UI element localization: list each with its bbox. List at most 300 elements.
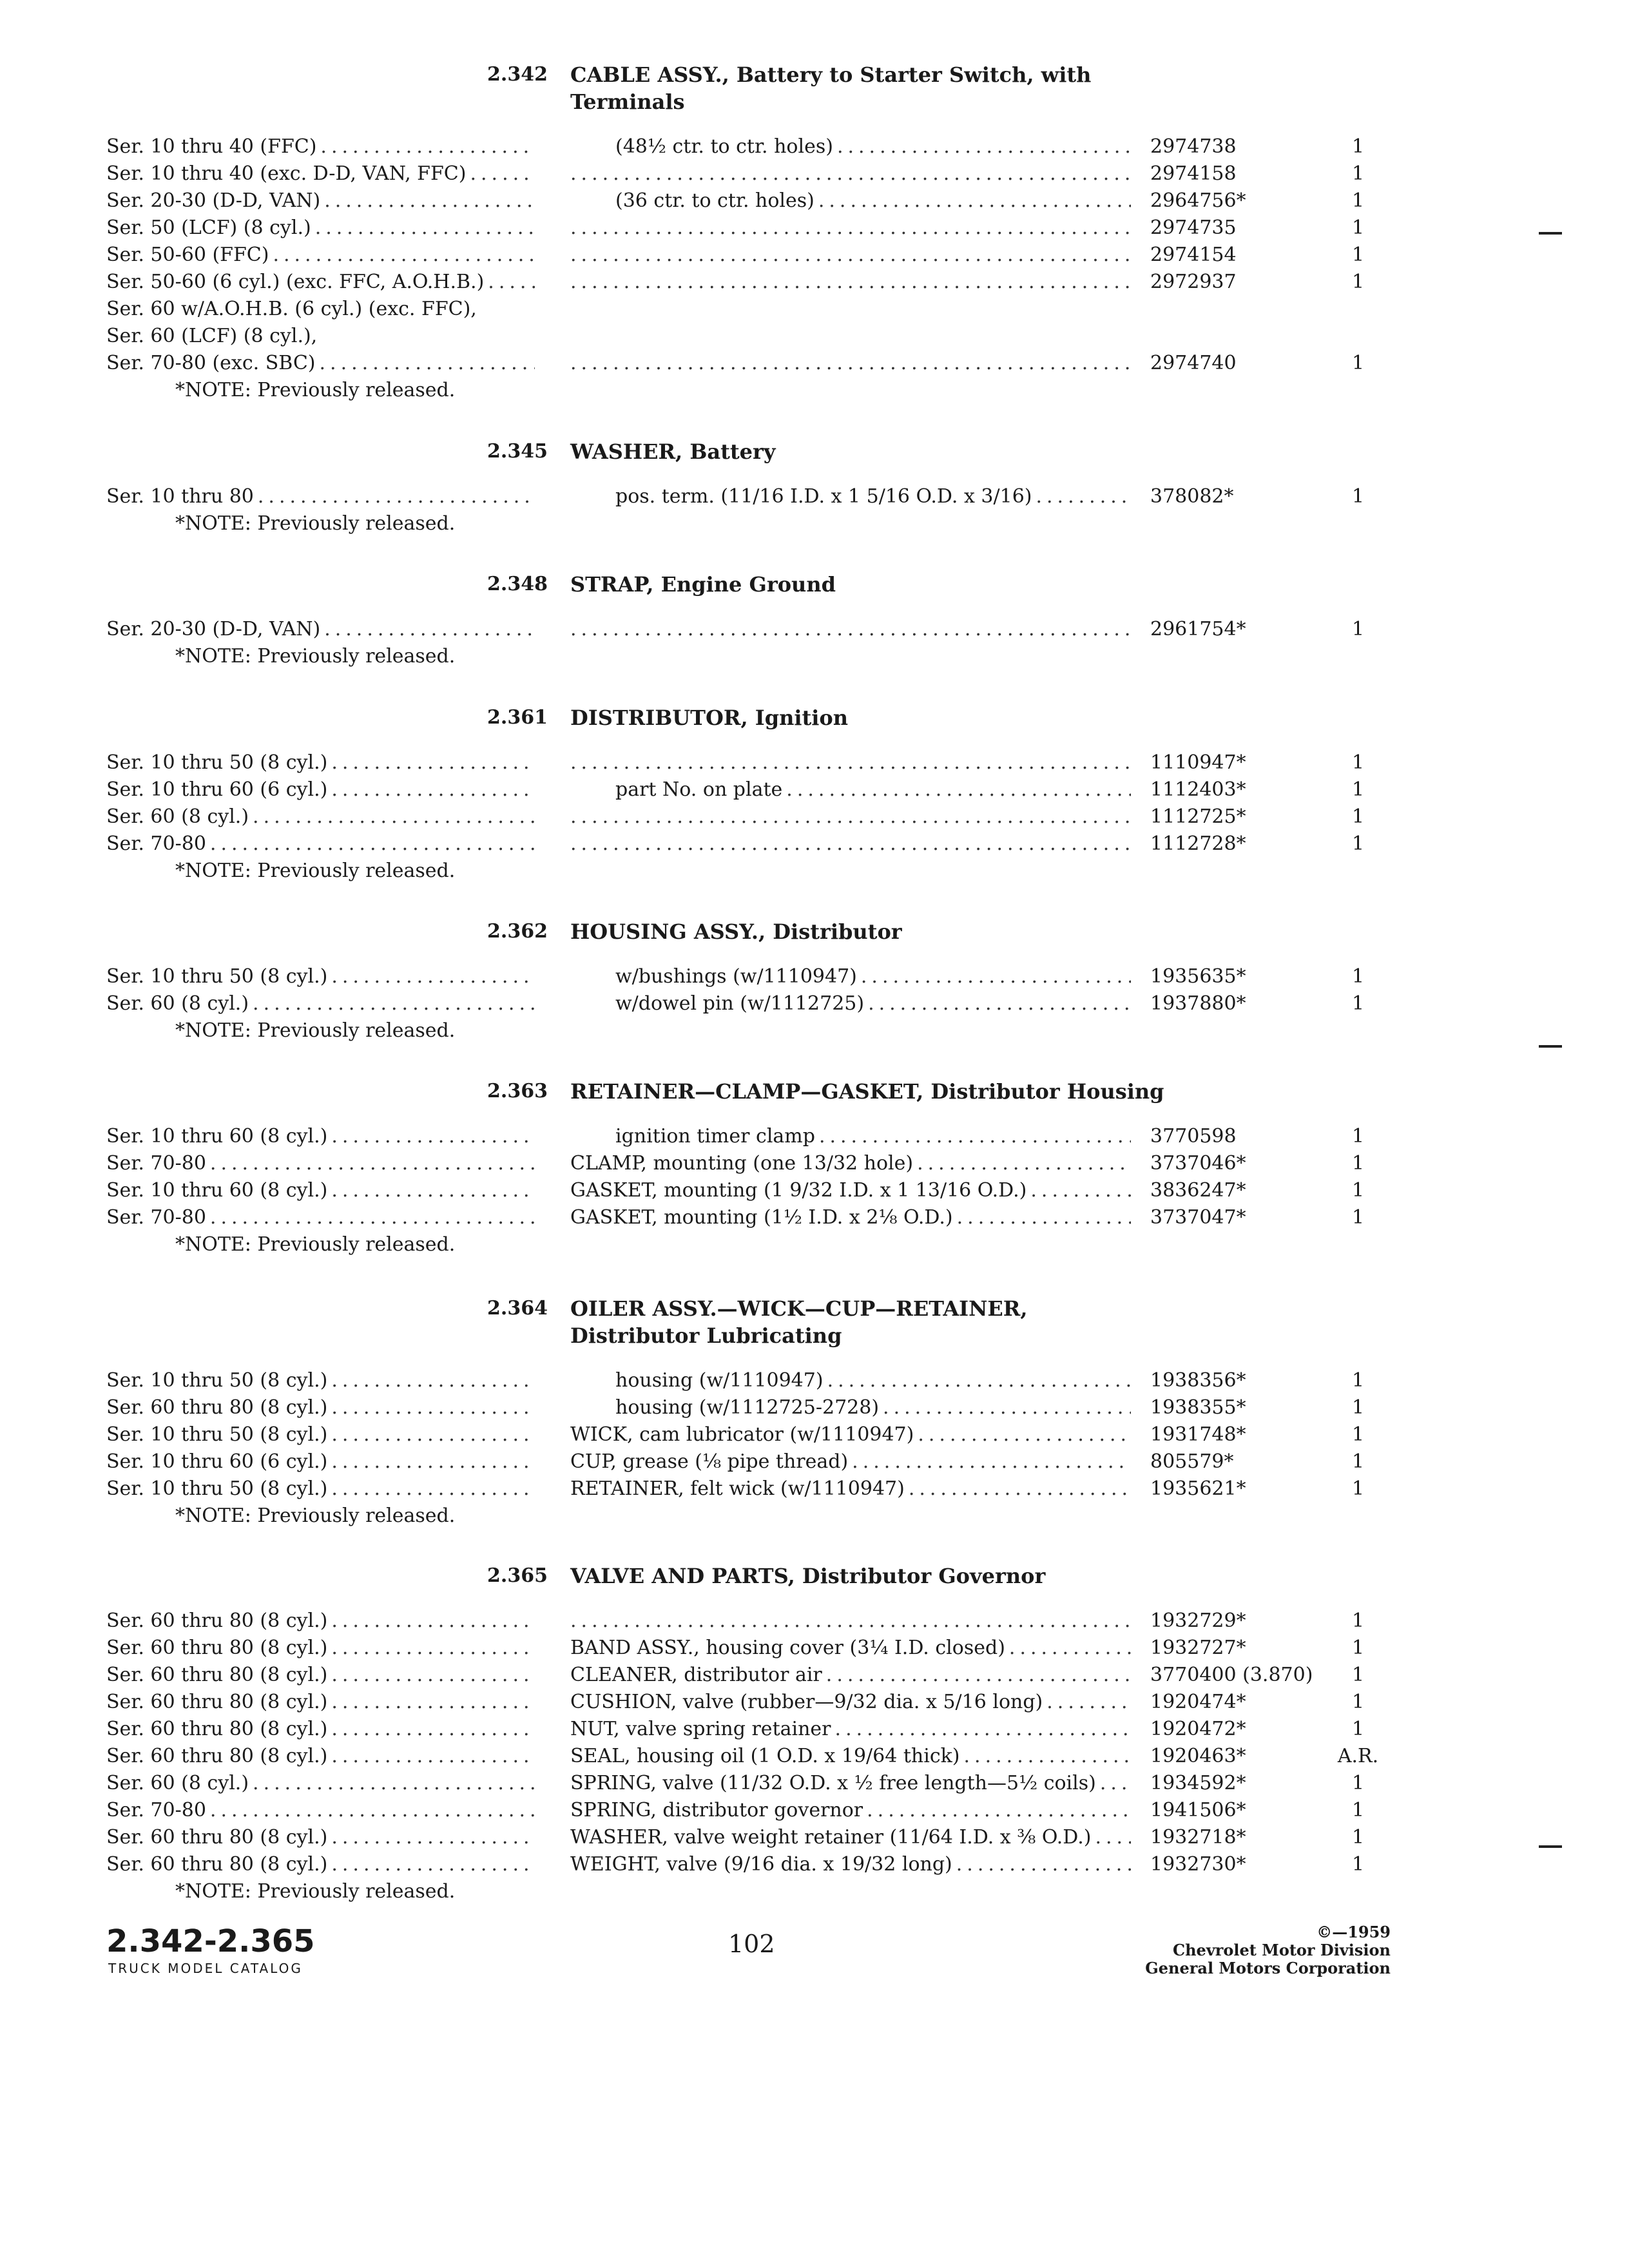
- part-row: [0, 831, 1629, 858]
- series-text: Ser. 10 thru 50 (8 cyl.): [106, 965, 328, 988]
- series-text: Ser. 20-30 (D-D, VAN): [106, 189, 321, 212]
- description-cell: [570, 1367, 1131, 1394]
- part-row: [0, 1204, 1629, 1231]
- section-title: OILER ASSY.—WICK—CUP—RETAINER, Distributor Lubricating: [570, 1296, 1028, 1348]
- parts-list: [0, 1608, 1629, 1878]
- series-cell: [106, 1177, 535, 1204]
- part-row: [0, 990, 1629, 1017]
- series-text: Ser. 10 thru 60 (8 cyl.): [106, 1179, 328, 1202]
- series-cell: [106, 1123, 535, 1150]
- part-number: 3836247*: [1150, 1179, 1246, 1202]
- dot-leader: [331, 1851, 535, 1878]
- series-cell: [106, 1824, 535, 1851]
- series-text: Ser. 70-80: [106, 1206, 206, 1229]
- description-cell: [570, 776, 1131, 803]
- section-heading: [0, 1078, 1629, 1110]
- description-cell: [570, 803, 1131, 831]
- dot-leader: [957, 1204, 1131, 1231]
- part-number: 1934592*: [1150, 1772, 1246, 1794]
- margin-mark: [1539, 232, 1562, 235]
- dot-leader: [917, 1150, 1131, 1177]
- dot-leader: [570, 215, 1131, 242]
- dot-leader: [835, 1716, 1131, 1743]
- description-cell: [570, 1770, 1131, 1797]
- description-text: CUSHION, valve (rubber—9/32 dia. x 5/16 long): [570, 1691, 1043, 1713]
- dot-leader: [1036, 483, 1131, 510]
- dot-leader: [253, 990, 535, 1017]
- part-row: [0, 776, 1629, 803]
- description-text: WICK, cam lubricator (w/1110947): [570, 1423, 914, 1446]
- dot-leader: [331, 1475, 535, 1503]
- description-text: CLEANER, distributor air: [570, 1664, 822, 1686]
- description-text: WASHER, valve weight retainer (11/64 I.D. x ⅜ O.D.): [570, 1826, 1092, 1849]
- description-cell: [570, 963, 1131, 990]
- series-text: Ser. 10 thru 40 (FFC): [106, 135, 317, 158]
- dot-leader: [868, 990, 1131, 1017]
- series-cell: [106, 1851, 535, 1878]
- section-number: 2.365: [487, 1564, 548, 1587]
- series-cell: [106, 133, 535, 160]
- part-number: 1937880*: [1150, 992, 1246, 1015]
- series-text: Ser. 10 thru 50 (8 cyl.): [106, 1477, 328, 1500]
- section-title: RETAINER—CLAMP—GASKET, Distributor Housing: [570, 1079, 1164, 1104]
- section-heading: [0, 1295, 1629, 1354]
- quantity: 1: [1351, 485, 1365, 508]
- dot-leader: [320, 133, 535, 160]
- series-text: Ser. 70-80: [106, 832, 206, 855]
- part-row: [0, 1394, 1629, 1421]
- quantity: 1: [1351, 1826, 1365, 1849]
- quantity: 1: [1351, 1664, 1365, 1686]
- dot-leader: [331, 1716, 535, 1743]
- dot-leader: [331, 963, 535, 990]
- dot-leader: [837, 133, 1131, 160]
- series-cell: [106, 803, 535, 831]
- description-text: CUP, grease (⅛ pipe thread): [570, 1450, 849, 1473]
- description-cell: [570, 749, 1131, 776]
- note-text: *NOTE: Previously released.: [175, 645, 456, 668]
- description-text: CLAMP, mounting (one 13/32 hole): [570, 1152, 914, 1175]
- description-cell: [570, 1851, 1131, 1878]
- series-text: Ser. 60 w/A.O.H.B. (6 cyl.) (exc. FFC),: [106, 298, 477, 320]
- section-title: CABLE ASSY., Battery to Starter Switch, with Terminals: [570, 62, 1092, 114]
- part-number: 1110947*: [1150, 751, 1246, 774]
- part-row: [0, 1177, 1629, 1204]
- quantity: 1: [1351, 189, 1365, 212]
- dot-leader: [570, 803, 1131, 831]
- description-cell: [570, 1204, 1131, 1231]
- note-text: *NOTE: Previously released.: [175, 512, 456, 535]
- series-cell: [106, 616, 535, 643]
- part-number: 1112403*: [1150, 778, 1246, 801]
- series-text: Ser. 60 thru 80 (8 cyl.): [106, 1853, 328, 1876]
- dot-leader: [470, 160, 535, 187]
- series-text: Ser. 10 thru 50 (8 cyl.): [106, 1369, 328, 1392]
- description-cell: [570, 1635, 1131, 1662]
- parts-list: [0, 749, 1629, 858]
- series-cell: [106, 215, 535, 242]
- dot-leader: [570, 1608, 1131, 1635]
- series-text: Ser. 70-80 (exc. SBC): [106, 352, 316, 374]
- margin-mark: [1539, 1845, 1562, 1848]
- quantity: 1: [1351, 1450, 1365, 1473]
- dot-leader: [331, 1635, 535, 1662]
- quantity: 1: [1351, 1691, 1365, 1713]
- part-row: [0, 296, 1629, 323]
- quantity: 1: [1351, 1152, 1365, 1175]
- dot-leader: [570, 749, 1131, 776]
- part-row: [0, 269, 1629, 296]
- part-row: [0, 1635, 1629, 1662]
- quantity: 1: [1351, 1206, 1365, 1229]
- part-number: 1920472*: [1150, 1718, 1246, 1740]
- series-cell: [106, 1475, 535, 1503]
- quantity: A.R.: [1337, 1745, 1379, 1767]
- part-row: [0, 1475, 1629, 1503]
- dot-leader: [852, 1448, 1131, 1475]
- description-text: SEAL, housing oil (1 O.D. x 19/64 thick): [570, 1745, 960, 1767]
- dot-leader: [488, 269, 535, 296]
- catalog-section: [0, 571, 1629, 670]
- catalog-section: [0, 438, 1629, 537]
- description-cell: [570, 1177, 1131, 1204]
- dot-leader: [331, 1367, 535, 1394]
- series-text: Ser. 60 (8 cyl.): [106, 992, 249, 1015]
- series-cell: [106, 1770, 535, 1797]
- series-text: Ser. 60 (8 cyl.): [106, 805, 249, 828]
- dot-leader: [909, 1475, 1131, 1503]
- note-text: *NOTE: Previously released.: [175, 1504, 456, 1527]
- dot-leader: [324, 616, 535, 643]
- footer-catalog-name: TRUCK MODEL CATALOG: [108, 1961, 303, 1976]
- section-number: 2.364: [487, 1297, 548, 1320]
- part-number: 805579*: [1150, 1450, 1234, 1473]
- description-cell: [570, 483, 1131, 510]
- series-cell: [106, 1367, 535, 1394]
- division-line: Chevrolet Motor Division: [1173, 1941, 1391, 1959]
- quantity: 1: [1351, 1125, 1365, 1148]
- part-number: 1938356*: [1150, 1369, 1246, 1392]
- quantity: 1: [1351, 1772, 1365, 1794]
- dot-leader: [883, 1394, 1131, 1421]
- description-text: w/dowel pin (w/1112725): [615, 992, 865, 1015]
- part-number: 2964756*: [1150, 189, 1246, 212]
- series-cell: [106, 323, 535, 350]
- description-text: NUT, valve spring retainer: [570, 1718, 831, 1740]
- catalog-section: [0, 704, 1629, 885]
- part-number: 2961754*: [1150, 618, 1246, 640]
- description-cell: [570, 1743, 1131, 1770]
- dot-leader: [818, 187, 1131, 215]
- description-cell: [570, 269, 1131, 296]
- part-number: 2974154: [1150, 244, 1237, 266]
- dot-leader: [826, 1662, 1131, 1689]
- part-number: 3770400 (3.870): [1150, 1664, 1313, 1686]
- series-text: Ser. 10 thru 50 (8 cyl.): [106, 751, 328, 774]
- description-cell: [570, 350, 1131, 377]
- description-cell: [570, 133, 1131, 160]
- description-cell: [570, 215, 1131, 242]
- dot-leader: [867, 1797, 1131, 1824]
- dot-leader: [324, 187, 535, 215]
- series-text: Ser. 60 (8 cyl.): [106, 1772, 249, 1794]
- description-text: (48½ ctr. to ctr. holes): [615, 135, 833, 158]
- quantity: 1: [1351, 244, 1365, 266]
- part-number: 2972937: [1150, 271, 1237, 293]
- part-row: [0, 187, 1629, 215]
- section-number: 2.345: [487, 440, 548, 463]
- part-number: 1920474*: [1150, 1691, 1246, 1713]
- series-text: Ser. 10 thru 60 (6 cyl.): [106, 778, 328, 801]
- series-text: Ser. 60 thru 80 (8 cyl.): [106, 1664, 328, 1686]
- parts-list: [0, 1367, 1629, 1503]
- description-text: w/bushings (w/1110947): [615, 965, 857, 988]
- description-cell: [570, 1394, 1131, 1421]
- description-cell: [570, 242, 1131, 269]
- description-cell: [570, 1824, 1131, 1851]
- part-row: [0, 749, 1629, 776]
- description-text: RETAINER, felt wick (w/1110947): [570, 1477, 905, 1500]
- quantity: 1: [1351, 1637, 1365, 1659]
- description-cell: [570, 990, 1131, 1017]
- section-note: [0, 1017, 1629, 1044]
- series-cell: [106, 990, 535, 1017]
- quantity: 1: [1351, 965, 1365, 988]
- part-number: 378082*: [1150, 485, 1234, 508]
- dot-leader: [1009, 1635, 1131, 1662]
- dot-leader: [331, 1421, 535, 1448]
- part-row: [0, 1770, 1629, 1797]
- part-number: 1931748*: [1150, 1423, 1246, 1446]
- quantity: 1: [1351, 1369, 1365, 1392]
- description-text: GASKET, mounting (1 9/32 I.D. x 1 13/16 O.D.): [570, 1179, 1027, 1202]
- description-cell: [570, 1689, 1131, 1716]
- dot-leader: [964, 1743, 1131, 1770]
- part-number: 2974738: [1150, 135, 1237, 158]
- dot-leader: [827, 1367, 1131, 1394]
- section-note: [0, 1231, 1629, 1258]
- series-text: Ser. 70-80: [106, 1799, 206, 1821]
- part-number: 1941506*: [1150, 1799, 1246, 1821]
- part-number: 1920463*: [1150, 1745, 1246, 1767]
- quantity: 1: [1351, 352, 1365, 374]
- series-text: Ser. 50 (LCF) (8 cyl.): [106, 216, 311, 239]
- dot-leader: [570, 616, 1131, 643]
- quantity: 1: [1351, 1423, 1365, 1446]
- note-text: *NOTE: Previously released.: [175, 860, 456, 882]
- note-text: *NOTE: Previously released.: [175, 1019, 456, 1042]
- description-text: ignition timer clamp: [615, 1125, 815, 1148]
- dot-leader: [273, 242, 535, 269]
- part-number: 3770598: [1150, 1125, 1237, 1148]
- series-cell: [106, 963, 535, 990]
- part-number: 1932718*: [1150, 1826, 1246, 1849]
- series-cell: [106, 242, 535, 269]
- section-title: WASHER, Battery: [570, 439, 776, 464]
- part-number: 1935621*: [1150, 1477, 1246, 1500]
- dot-leader: [1095, 1824, 1131, 1851]
- part-row: [0, 242, 1629, 269]
- dot-leader: [331, 1662, 535, 1689]
- series-cell: [106, 1394, 535, 1421]
- series-text: Ser. 50-60 (6 cyl.) (exc. FFC, A.O.H.B.): [106, 271, 485, 293]
- parts-list: [0, 1123, 1629, 1231]
- part-row: [0, 1824, 1629, 1851]
- quantity: 1: [1351, 1853, 1365, 1876]
- dot-leader: [786, 776, 1131, 803]
- series-cell: [106, 1448, 535, 1475]
- part-number: 1112728*: [1150, 832, 1246, 855]
- series-text: Ser. 10 thru 60 (6 cyl.): [106, 1450, 328, 1473]
- section-note: [0, 377, 1629, 404]
- dot-leader: [210, 1797, 535, 1824]
- part-row: [0, 1421, 1629, 1448]
- part-row: [0, 1367, 1629, 1394]
- page-number: 102: [728, 1930, 775, 1958]
- section-number: 2.342: [487, 63, 548, 86]
- part-row: [0, 1448, 1629, 1475]
- dot-leader: [570, 160, 1131, 187]
- series-cell: [106, 483, 535, 510]
- dot-leader: [1030, 1177, 1131, 1204]
- description-cell: [570, 1475, 1131, 1503]
- dot-leader: [331, 1608, 535, 1635]
- dot-leader: [570, 350, 1131, 377]
- section-number: 2.348: [487, 573, 548, 595]
- series-cell: [106, 269, 535, 296]
- part-row: [0, 1689, 1629, 1716]
- series-text: Ser. 60 thru 80 (8 cyl.): [106, 1691, 328, 1713]
- quantity: 1: [1351, 1718, 1365, 1740]
- copyright-line: ©—1959: [1316, 1923, 1391, 1941]
- quantity: 1: [1351, 992, 1365, 1015]
- series-cell: [106, 776, 535, 803]
- note-text: *NOTE: Previously released.: [175, 1233, 456, 1256]
- description-cell: [570, 616, 1131, 643]
- part-row: [0, 323, 1629, 350]
- quantity: 1: [1351, 1477, 1365, 1500]
- description-text: SPRING, valve (11/32 O.D. x ½ free length—5½ coils): [570, 1772, 1096, 1794]
- description-text: SPRING, distributor governor: [570, 1799, 863, 1821]
- section-title: STRAP, Engine Ground: [570, 572, 836, 597]
- part-row: [0, 803, 1629, 831]
- part-row: [0, 1851, 1629, 1878]
- series-text: Ser. 60 (LCF) (8 cyl.),: [106, 325, 318, 347]
- series-cell: [106, 1689, 535, 1716]
- dot-leader: [320, 350, 535, 377]
- description-text: pos. term. (11/16 I.D. x 1 5/16 O.D. x 3/16): [615, 485, 1032, 508]
- part-number: 1932729*: [1150, 1610, 1246, 1632]
- description-text: GASKET, mounting (1½ I.D. x 2⅛ O.D.): [570, 1206, 953, 1229]
- dot-leader: [253, 1770, 535, 1797]
- quantity: 1: [1351, 135, 1365, 158]
- part-row: [0, 963, 1629, 990]
- section-note: [0, 1878, 1629, 1905]
- series-cell: [106, 1797, 535, 1824]
- parts-list: [0, 963, 1629, 1017]
- catalog-section: [0, 1562, 1629, 1905]
- part-row: [0, 1123, 1629, 1150]
- section-title: VALVE AND PARTS, Distributor Governor: [570, 1564, 1046, 1588]
- dot-leader: [570, 242, 1131, 269]
- dot-leader: [918, 1421, 1131, 1448]
- dot-leader: [331, 776, 535, 803]
- series-cell: [106, 1608, 535, 1635]
- section-heading: [0, 438, 1629, 470]
- series-cell: [106, 1421, 535, 1448]
- part-row: [0, 616, 1629, 643]
- series-text: Ser. 60 thru 80 (8 cyl.): [106, 1745, 328, 1767]
- part-number: 2974740: [1150, 352, 1237, 374]
- parts-list: [0, 616, 1629, 643]
- section-note: [0, 643, 1629, 670]
- quantity: 1: [1351, 751, 1365, 774]
- section-number: 2.363: [487, 1080, 548, 1102]
- description-cell: [570, 1421, 1131, 1448]
- part-row: [0, 1743, 1629, 1770]
- quantity: 1: [1351, 1799, 1365, 1821]
- part-number: 2974735: [1150, 216, 1237, 239]
- quantity: 1: [1351, 1610, 1365, 1632]
- series-text: Ser. 10 thru 80: [106, 485, 254, 508]
- section-heading: [0, 571, 1629, 603]
- dot-leader: [819, 1123, 1131, 1150]
- part-row: [0, 1716, 1629, 1743]
- dot-leader: [331, 1123, 535, 1150]
- page-footer: [0, 1923, 1629, 2001]
- section-number: 2.361: [487, 706, 548, 729]
- catalog-section: [0, 918, 1629, 1044]
- description-cell: [570, 160, 1131, 187]
- series-text: Ser. 70-80: [106, 1152, 206, 1175]
- description-text: housing (w/1112725-2728): [615, 1396, 880, 1419]
- part-number: 3737046*: [1150, 1152, 1246, 1175]
- part-number: 1112725*: [1150, 805, 1246, 828]
- quantity: 1: [1351, 216, 1365, 239]
- part-row: [0, 133, 1629, 160]
- description-text: WEIGHT, valve (9/16 dia. x 19/32 long): [570, 1853, 952, 1876]
- part-number: 1932727*: [1150, 1637, 1246, 1659]
- dot-leader: [956, 1851, 1131, 1878]
- part-number: 2974158: [1150, 162, 1237, 185]
- series-text: Ser. 60 thru 80 (8 cyl.): [106, 1637, 328, 1659]
- part-row: [0, 350, 1629, 377]
- section-note: [0, 858, 1629, 885]
- section-heading: [0, 61, 1629, 120]
- section-number: 2.362: [487, 920, 548, 943]
- corporation-line: General Motors Corporation: [1145, 1959, 1391, 1977]
- description-cell: [570, 1797, 1131, 1824]
- footer-section-range: 2.342-2.365: [106, 1923, 315, 1959]
- part-number: 1932730*: [1150, 1853, 1246, 1876]
- series-text: Ser. 10 thru 60 (8 cyl.): [106, 1125, 328, 1148]
- series-text: Ser. 10 thru 40 (exc. D-D, VAN, FFC): [106, 162, 467, 185]
- series-cell: [106, 296, 535, 323]
- description-text: BAND ASSY., housing cover (3¼ I.D. closed): [570, 1637, 1005, 1659]
- quantity: 1: [1351, 1179, 1365, 1202]
- dot-leader: [210, 1204, 535, 1231]
- series-text: Ser. 60 thru 80 (8 cyl.): [106, 1718, 328, 1740]
- series-cell: [106, 1716, 535, 1743]
- quantity: 1: [1351, 832, 1365, 855]
- part-row: [0, 1150, 1629, 1177]
- parts-list: [0, 483, 1629, 510]
- section-title: HOUSING ASSY., Distributor: [570, 919, 902, 944]
- description-text: housing (w/1110947): [615, 1369, 824, 1392]
- parts-list: [0, 133, 1629, 377]
- part-row: [0, 1662, 1629, 1689]
- series-cell: [106, 1204, 535, 1231]
